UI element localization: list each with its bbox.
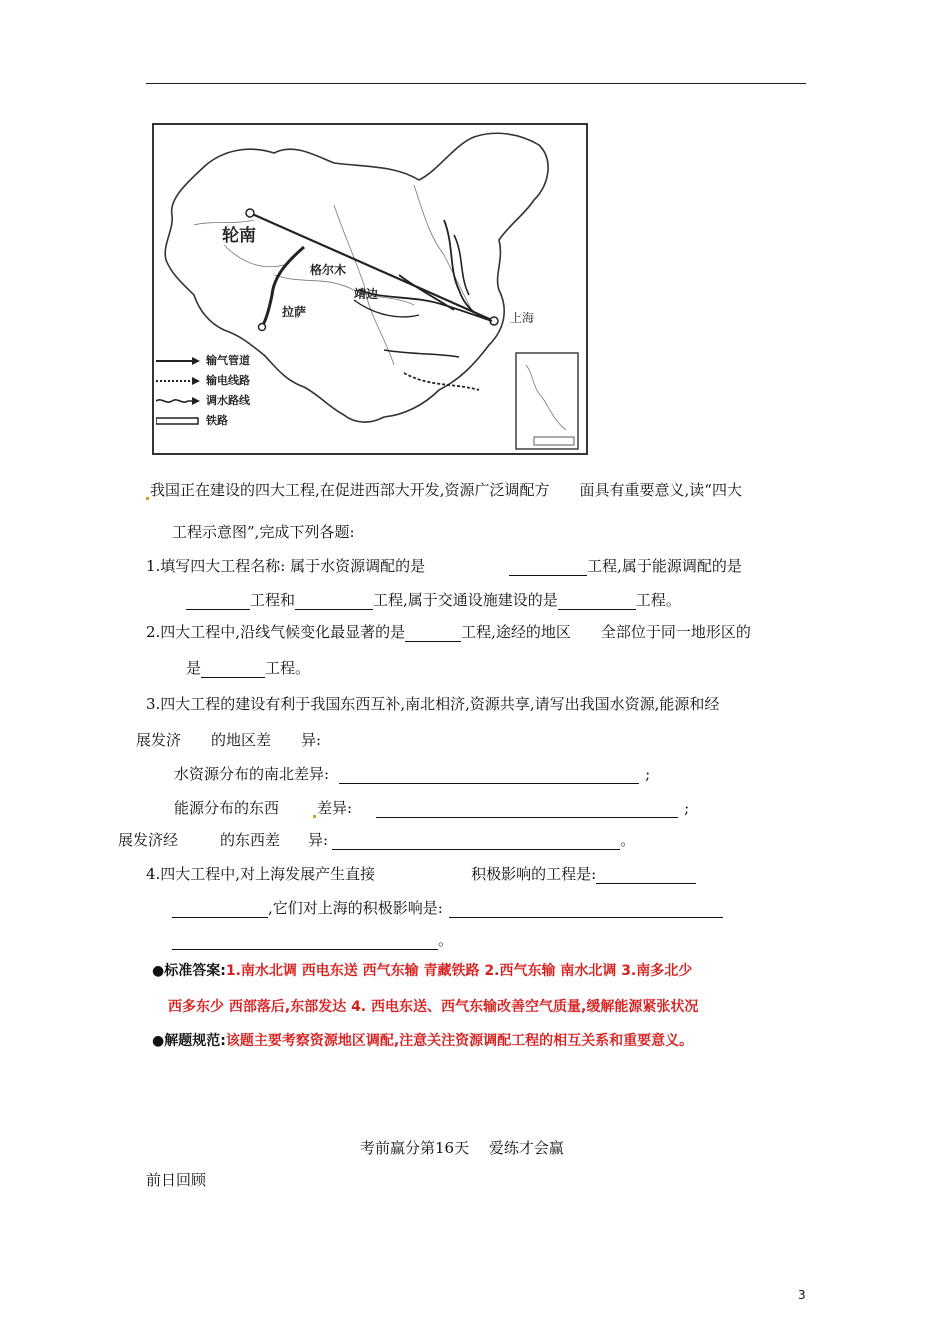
answer-blank[interactable] xyxy=(339,767,639,784)
answer-blank[interactable] xyxy=(186,593,250,610)
answer-blank[interactable] xyxy=(449,901,723,918)
answer-blank[interactable] xyxy=(558,593,636,610)
power-line xyxy=(404,373,479,390)
question-3-water: 水资源分布的南北差异: ; xyxy=(174,765,651,783)
four-projects-map xyxy=(152,123,588,455)
question-3-line-1: 3.四大工程的建设有利于我国东西互补,南北相济,资源共享,请写出我国水资源,能源和经 xyxy=(146,695,720,713)
page-number: 3 xyxy=(798,1288,806,1302)
standard-answer-line-1: ●标准答案:1.南水北调 西电东送 西气东输 青藏铁路 2.西气东输 南水北调 3.南多北少 xyxy=(152,963,693,979)
water-route xyxy=(359,290,492,321)
question-4-line-2: ,它们对上海的积极影响是: xyxy=(172,898,723,918)
map-label-jingbian: 靖边 xyxy=(354,287,379,301)
map-label-geermu: 格尔木 xyxy=(310,263,347,277)
answer-blank[interactable] xyxy=(172,933,438,950)
question-1-line-2: 工程和 工程,属于交通设施建设的是 工程。 xyxy=(186,590,681,610)
map-legend xyxy=(156,351,250,431)
question-1-line-1: 1.填写四大工程名称: 属于水资源调配的是 工程,属于能源调配的是 xyxy=(146,557,742,575)
answer-blank[interactable] xyxy=(405,625,461,642)
answer-blank[interactable] xyxy=(201,661,265,678)
map-label-lasa: 拉萨 xyxy=(282,305,307,319)
legend-item-railway xyxy=(156,411,250,431)
question-2-line-1: 2.四大工程中,沿线气候变化最显著的是 工程,途经的地区 全部位于同一地形区的 xyxy=(146,623,751,641)
intro-line-1: 我国正在建设的四大工程,在促进西部大开发,资源广泛调配方 面具有重要意义,读“四大 xyxy=(146,480,742,500)
question-2-line-2: 是 工程。 xyxy=(186,659,311,677)
power-line-icon xyxy=(156,377,200,385)
legend-label: 调水路线 xyxy=(206,394,250,407)
answer-blank[interactable] xyxy=(376,801,678,818)
legend-label: 铁路 xyxy=(206,414,228,427)
explanation: ●解题规范:该题主要考察资源地区调配,注意关注资源调配工程的相互关系和重要意义。 xyxy=(152,1033,694,1049)
question-4-line-3: 。 xyxy=(172,930,453,950)
legend-item-water xyxy=(156,391,250,411)
answer-blank[interactable] xyxy=(332,833,620,850)
answer-blank[interactable] xyxy=(295,593,373,610)
railway-icon xyxy=(156,417,200,425)
water-route-icon xyxy=(156,397,200,405)
legend-label: 输电线路 xyxy=(206,374,250,387)
map-label-shanghai: 上海 xyxy=(510,311,535,325)
question-3-line-2: 展发济 的地区差 异: xyxy=(136,731,322,749)
section-title: 考前赢分第16天 爱练才会赢 xyxy=(360,1139,564,1157)
legend-item-gas xyxy=(156,351,250,371)
map-label-lunnan: 轮南 xyxy=(222,226,256,246)
standard-answer-line-2: 西多东少 西部落后,东部发达 4. 西电东送、西气东输改善空气质量,缓解能源紧张状况 xyxy=(168,999,699,1015)
legend-label: 输气管道 xyxy=(206,354,250,367)
answer-blank[interactable] xyxy=(172,901,268,918)
legend-item-power xyxy=(156,371,250,391)
answer-blank[interactable] xyxy=(509,559,587,576)
intro-line-2: 工程示意图”,完成下列各题: xyxy=(172,523,355,541)
section-subtitle: 前日回顾 xyxy=(146,1171,207,1189)
south-china-sea-inset xyxy=(516,353,578,449)
gas-pipeline-icon xyxy=(156,357,200,365)
question-3-economy: 展发济经 的东西差 异: 。 xyxy=(118,831,636,849)
answer-blank[interactable] xyxy=(596,867,696,884)
header-rule xyxy=(146,83,806,84)
question-3-energy: 能源分布的东西 差异: ; xyxy=(174,799,690,817)
question-4-line-1: 4.四大工程中,对上海发展产生直接 积极影响的工程是: xyxy=(146,864,696,884)
